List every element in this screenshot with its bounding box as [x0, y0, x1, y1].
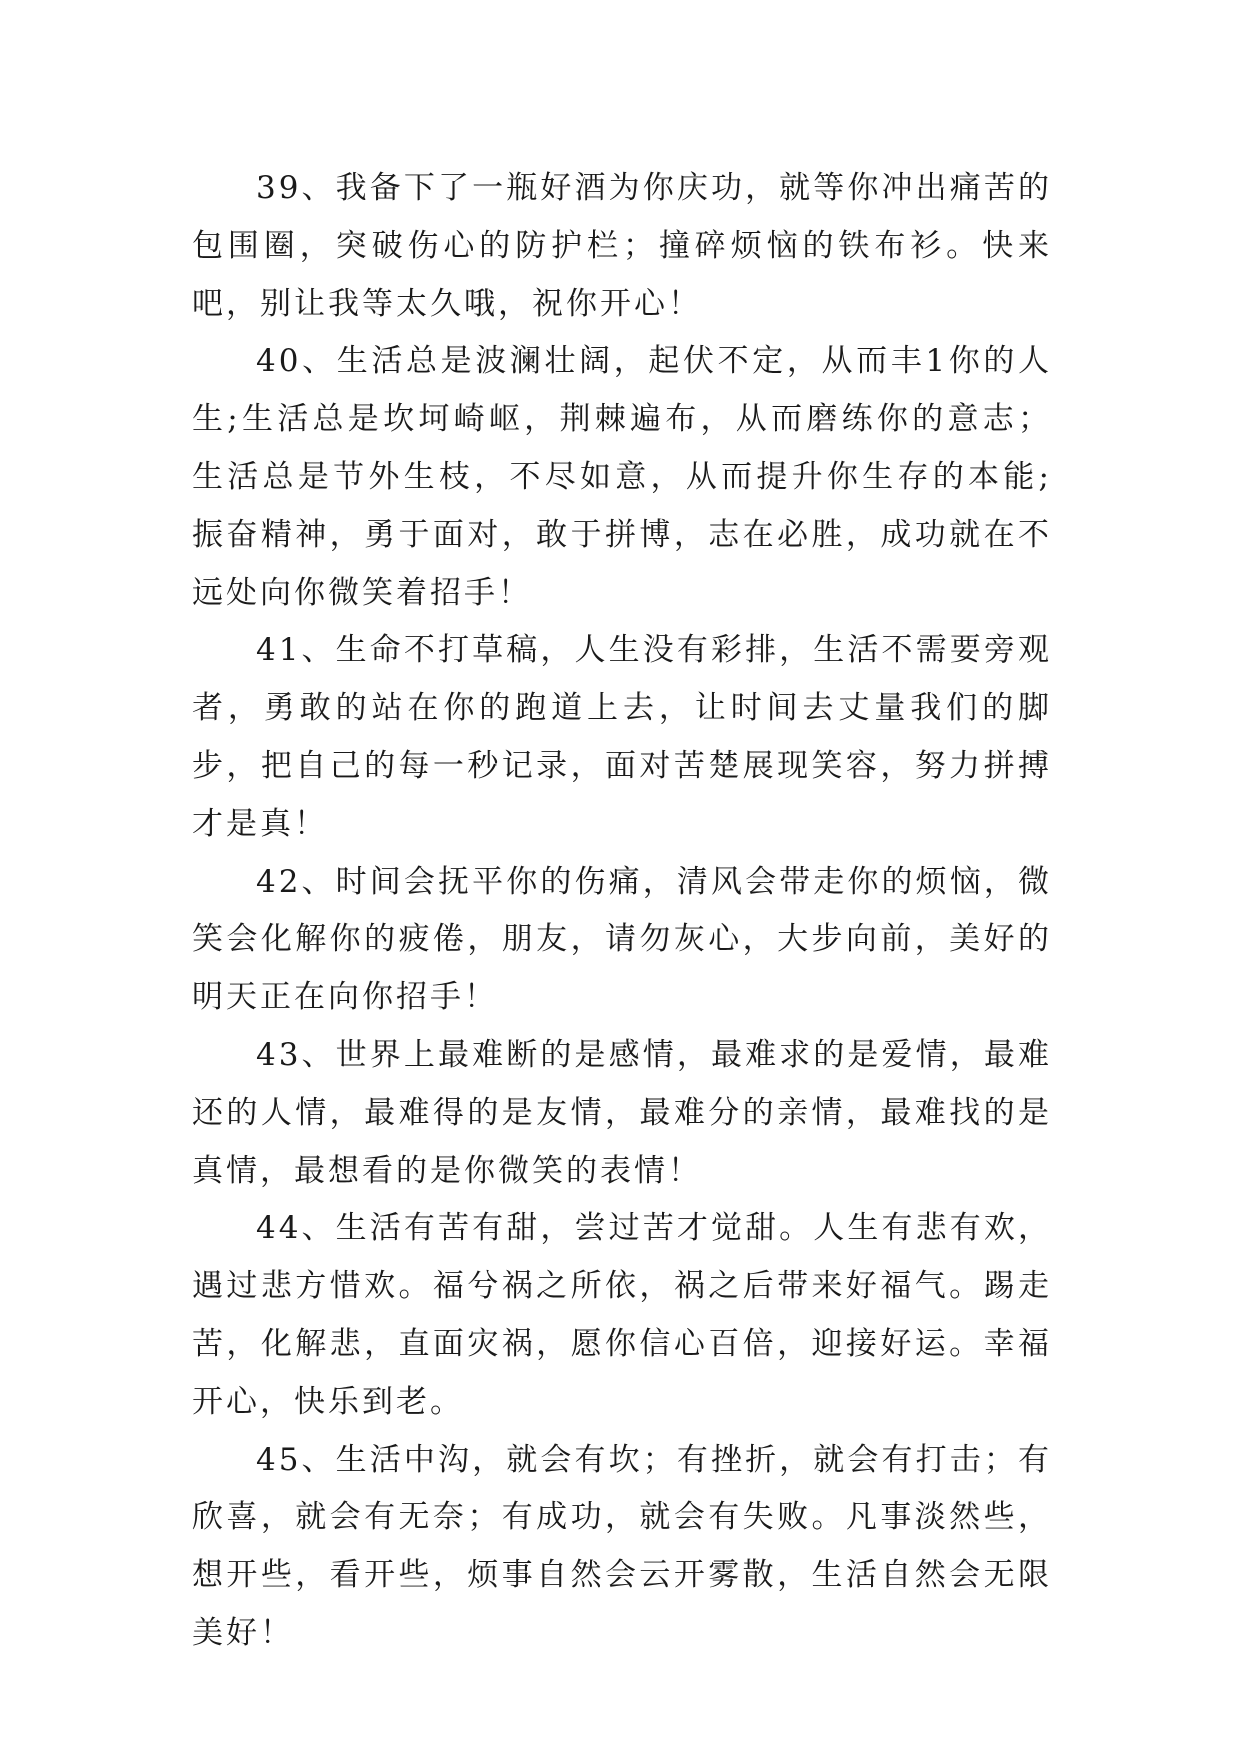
paragraph-43: 43、世界上最难断的是感情，最难求的是爱情，最难还的人情，最难得的是友情，最难分的亲情，最难找的是真情，最想看的是你微笑的表情！ [192, 1036, 1052, 1189]
paragraph-41: 41、生命不打草稿，人生没有彩排，生活不需要旁观者，勇敢的站在你的跑道上去，让时间去丈量我们的脚步，把自己的每一秒记录，面对苦楚展现笑容，努力拼搏才是真！ [192, 632, 1052, 842]
paragraph-40: 40、生活总是波澜壮阔，起伏不定，从而丰1你的人生;生活总是坎坷崎岖，荆棘遍布，从而磨练你的意志；生活总是节外生枝，不尽如意，从而提升你生存的本能;振奋精神，勇于面对，敢于拼博，志在必胜，成功就在不远处向你微笑着招手！ [192, 343, 1052, 611]
paragraph-42: 42、时间会抚平你的伤痛，清风会带走你的烦恼，微笑会化解你的疲倦，朋友，请勿灰心，大步向前，美好的明天正在向你招手！ [192, 863, 1052, 1016]
document-body [192, 160, 1052, 1663]
paragraph-44: 44、生活有苦有甜，尝过苦才觉甜。人生有悲有欢，遇过悲方惜欢。福兮祸之所依，祸之后带来好福气。踢走苦，化解悲，直面灾祸，愿你信心百倍，迎接好运。幸福开心，快乐到老。 [192, 1210, 1052, 1420]
paragraph-39: 39、我备下了一瓶好酒为你庆功，就等你冲出痛苦的包围圈，突破伤心的防护栏；撞碎烦恼的铁布衫。快来吧，别让我等太久哦，祝你开心！ [192, 170, 1052, 322]
paragraph-45: 45、生活中沟，就会有坎；有挫折，就会有打击；有欣喜，就会有无奈；有成功，就会有失败。凡事淡然些，想开些，看开些，烦事自然会云开雾散，生活自然会无限美好！ [192, 1441, 1052, 1651]
